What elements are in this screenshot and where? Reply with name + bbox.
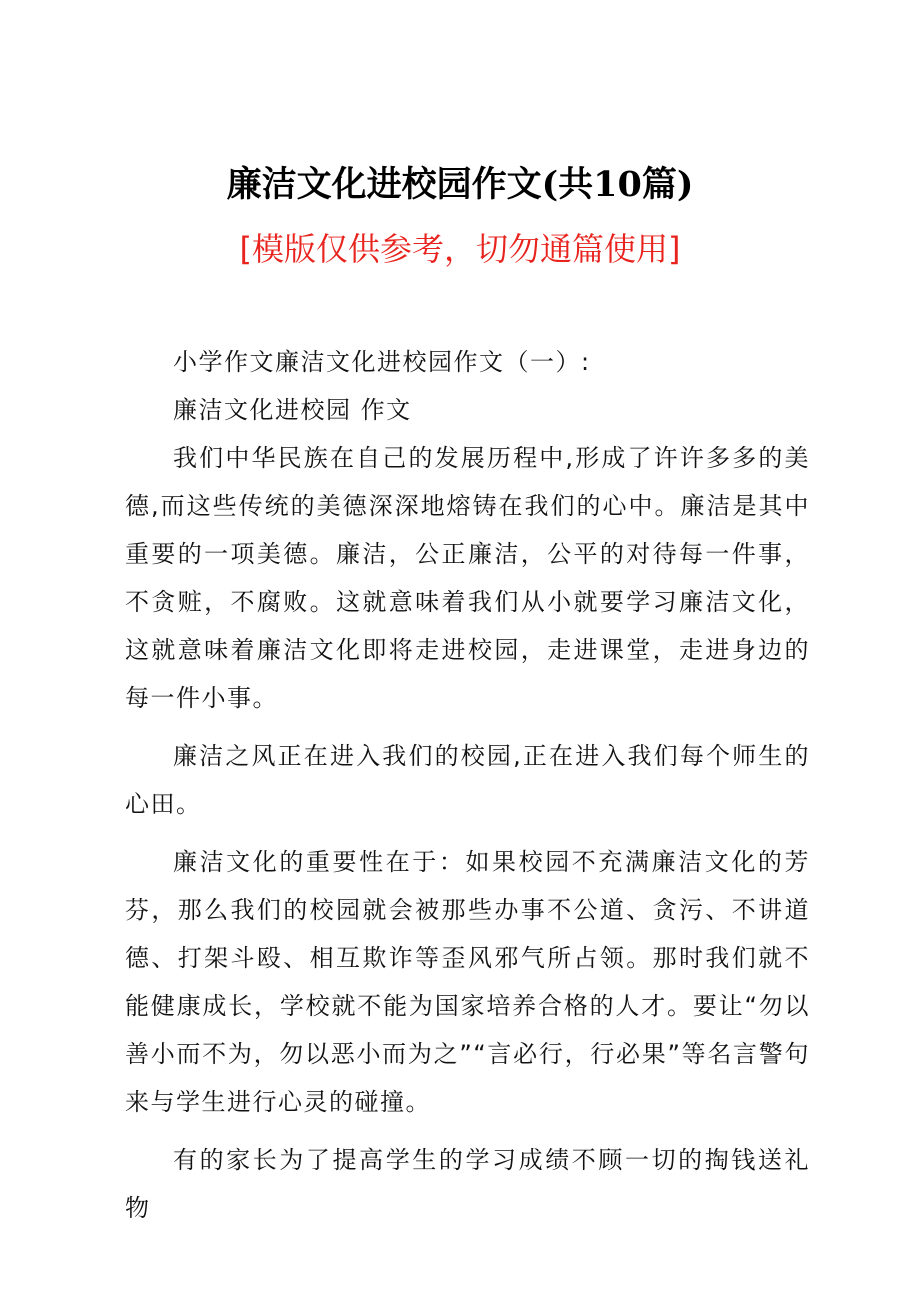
- body-paragraph: 廉洁之风正在进入我们的校园,正在进入我们每个师生的心田。: [125, 742, 810, 818]
- body-paragraph: 我们中华民族在自己的发展历程中,形成了许许多多的美德,而这些传统的美德深深地熔铸在我们的心中。廉洁是其中重要的一项美德。廉洁，公正廉洁，公平的对待每一件事，不贪赃，不腐败。这就意味着我们从小就要学习廉洁文化，这就意味着廉洁文化即将走进校园，走进课堂，走进身边的每一件小事。: [125, 444, 810, 712]
- document-body: [125, 338, 810, 1242]
- body-paragraph: 廉洁文化的重要性在于：如果校园不充满廉洁文化的芳芬，那么我们的校园就会被那些办事不公道、贪污、不讲道德、打架斗殴、相互欺诈等歪风邪气所占领。那时我们就不能健康成长，学校就不能为国家培养合格的人才。要让“勿以善小而不为，勿以恶小而为之”“言必行，行必果”等名言警句来与学生进行心灵的碰撞。: [125, 848, 810, 1116]
- document-title: 廉洁文化进校园作文(共10篇): [226, 164, 694, 205]
- essay-subheading: 廉洁文化进校园 作文: [173, 396, 412, 424]
- template-notice: [模版仅供参考，切勿通篇使用]: [239, 230, 681, 268]
- essay-heading: 小学作文廉洁文化进校园作文（一）:: [173, 348, 591, 376]
- body-paragraph: 有的家长为了提高学生的学习成绩不顾一切的掏钱送礼物: [125, 1146, 810, 1222]
